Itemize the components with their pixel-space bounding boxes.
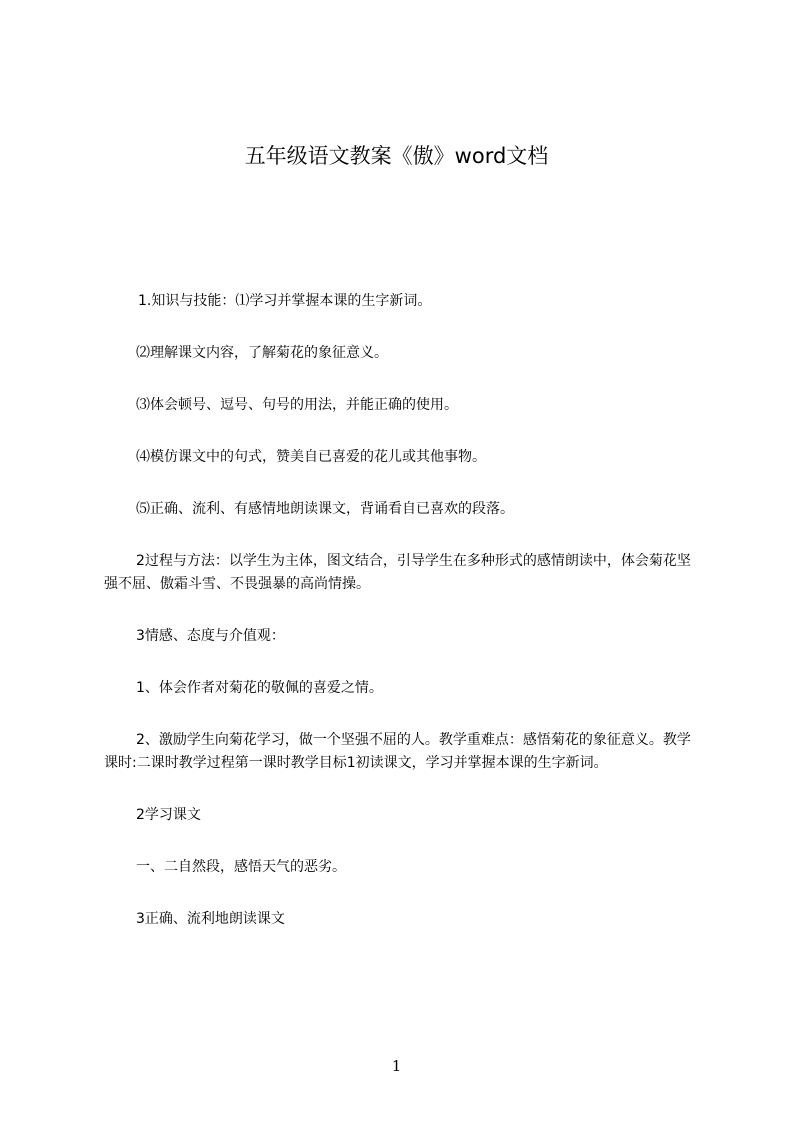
paragraph-9: 2、激励学生向菊花学习，做一个坚强不屈的人。教学重难点：感悟菊花的象征意义。教学课时:二课时教学过程第一课时教学目标1初读课文，学习并掌握本课的生字新词。	[104, 732, 691, 771]
paragraph-6: 2过程与方法：以学生为主体，图文结合，引导学生在多种形式的感情朗读中，体会菊花坚强不屈、傲霜斗雪、不畏强暴的高尚情操。	[104, 553, 691, 592]
paragraph-11: 一、二自然段，感悟天气的恶劣。	[136, 859, 346, 875]
paragraph-7: 3情感、态度与介值观：	[136, 628, 285, 644]
document-body	[104, 290, 696, 931]
paragraph-10: 2学习课文	[136, 807, 201, 823]
page-number: 1	[391, 1057, 402, 1075]
paragraph-3: ⑶体会顿号、逗号、句号的用法，并能正确的使用。	[136, 397, 458, 413]
document-title: 五年级语文教案《傲》word文档	[244, 144, 549, 168]
paragraph-8: 1、体会作者对菊花的敬佩的喜爱之情。	[136, 680, 383, 696]
paragraph-1: 1.知识与技能：⑴学习并掌握本课的生字新词。	[138, 293, 432, 309]
paragraph-4: ⑷模仿课文中的句式，赞美自已喜爱的花儿或其他事物。	[136, 449, 486, 465]
paragraph-5: ⑸正确、流利、有感情地朗读课文，背诵看自已喜欢的段落。	[136, 501, 514, 517]
paragraph-2: ⑵理解课文内容，了解菊花的象征意义。	[136, 345, 388, 361]
paragraph-12: 3正确、流利地朗读课文	[136, 911, 285, 927]
